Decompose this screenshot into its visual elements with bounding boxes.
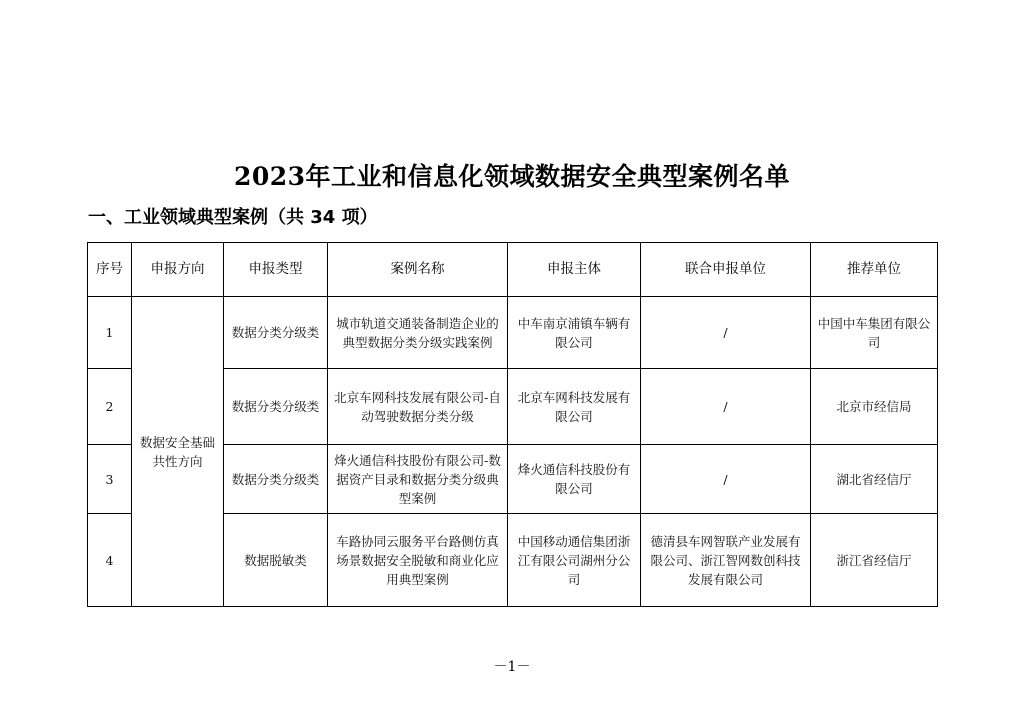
recommender-cell: 中国中车集团有限公司 [811,297,938,369]
row-number: 4 [88,514,132,607]
joint-cell: / [641,297,811,369]
header-cell: 推荐单位 [811,243,938,297]
header-cell: 序号 [88,243,132,297]
applicant-cell: 中国移动通信集团浙江有限公司湖州分公司 [508,514,641,607]
applicant-cell: 中车南京浦镇车辆有限公司 [508,297,641,369]
recommender-cell: 北京市经信局 [811,369,938,445]
applicant-cell: 烽火通信科技股份有限公司 [508,445,641,514]
header-cell: 申报方向 [132,243,224,297]
case-table [87,242,938,607]
type-cell: 数据分类分级类 [224,445,328,514]
header-cell: 申报主体 [508,243,641,297]
recommender-cell: 浙江省经信厅 [811,514,938,607]
joint-cell: / [641,445,811,514]
document-title: 2023年工业和信息化领域数据安全典型案例名单 [233,162,791,191]
recommender-cell: 湖北省经信厅 [811,445,938,514]
case-name-cell: 烽火通信科技股份有限公司-数据资产目录和数据分类分级典型案例 [328,445,508,514]
case-name-cell: 城市轨道交通装备制造企业的典型数据分类分级实践案例 [328,297,508,369]
table-header-row [88,243,938,297]
page-number: －1－ [493,659,531,675]
case-name-cell: 车路协同云服务平台路侧仿真场景数据安全脱敏和商业化应用典型案例 [328,514,508,607]
header-cell: 联合申报单位 [641,243,811,297]
section-heading: 一、工业领域典型案例（共 34 项） [88,207,378,228]
header-cell: 申报类型 [224,243,328,297]
type-cell: 数据脱敏类 [224,514,328,607]
joint-cell: 德清县车网智联产业发展有限公司、浙江智网数创科技发展有限公司 [641,514,811,607]
header-cell: 案例名称 [328,243,508,297]
type-cell: 数据分类分级类 [224,369,328,445]
row-number: 2 [88,369,132,445]
table-row [88,297,938,369]
joint-cell: / [641,369,811,445]
row-number: 3 [88,445,132,514]
type-cell: 数据分类分级类 [224,297,328,369]
row-number: 1 [88,297,132,369]
case-name-cell: 北京车网科技发展有限公司-自动驾驶数据分类分级 [328,369,508,445]
direction-cell: 数据安全基础共性方向 [132,297,224,607]
applicant-cell: 北京车网科技发展有限公司 [508,369,641,445]
